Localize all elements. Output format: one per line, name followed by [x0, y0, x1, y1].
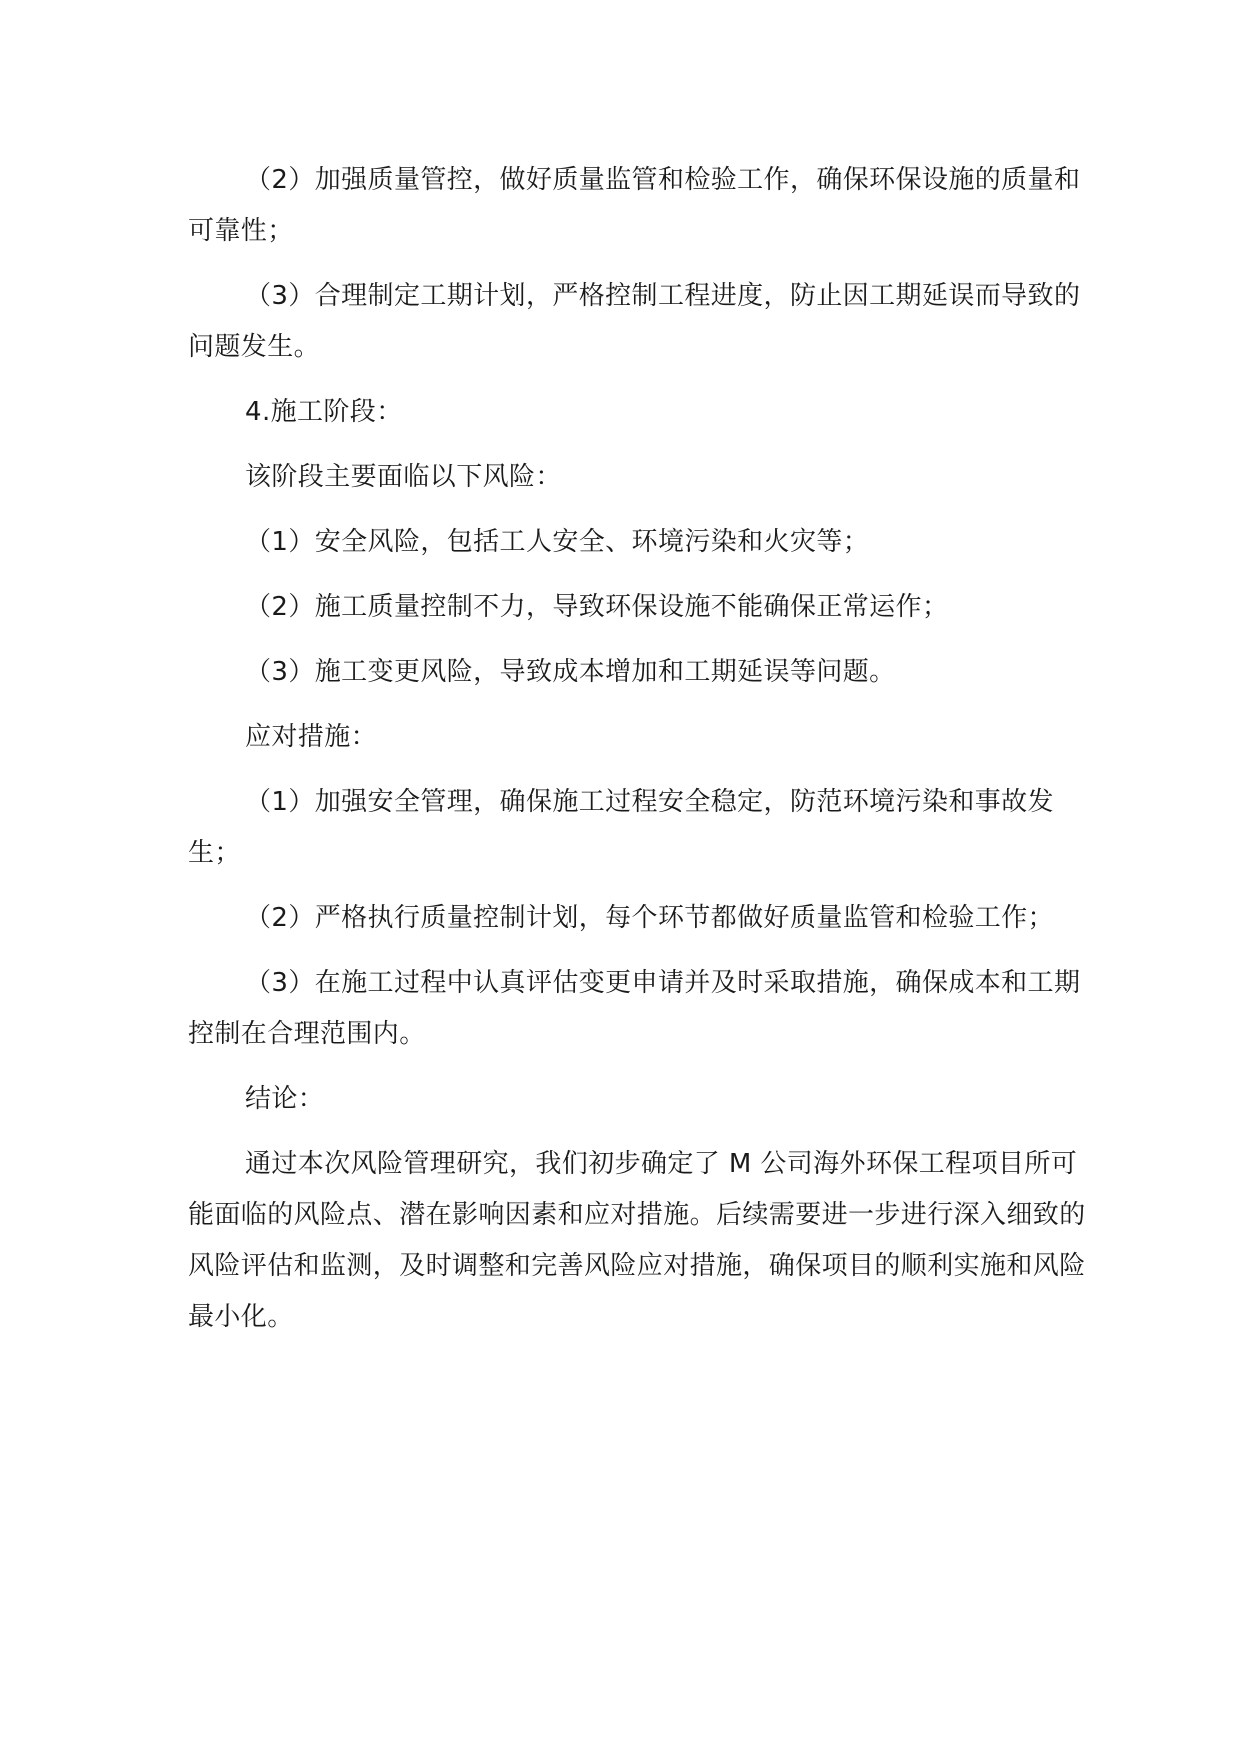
- list-item-change-risk: （3）施工变更风险，导致成本增加和工期延误等问题。: [245, 657, 896, 687]
- paragraph-quality-control: （2）加强质量管控，做好质量监管和检验工作，确保环保设施的质量和可靠性；: [188, 165, 1081, 246]
- document-body: [188, 155, 1088, 1343]
- section-heading-countermeasures: 应对措施：: [245, 722, 378, 752]
- section-heading-conclusion: 结论：: [245, 1084, 325, 1114]
- list-item-safety-risk: （1）安全风险，包括工人安全、环境污染和火灾等；: [245, 527, 870, 557]
- list-item-quality-risk: （2）施工质量控制不力，导致环保设施不能确保正常运作；: [245, 592, 949, 622]
- paragraph-schedule-plan: （3）合理制定工期计划，严格控制工程进度，防止因工期延误而导致的问题发生。: [188, 281, 1081, 362]
- list-item-change-evaluation: （3）在施工过程中认真评估变更申请并及时采取措施，确保成本和工期控制在合理范围内。: [188, 968, 1081, 1049]
- list-item-quality-plan: （2）严格执行质量控制计划，每个环节都做好质量监管和检验工作；: [245, 903, 1054, 933]
- paragraph-risks-intro: 该阶段主要面临以下风险：: [245, 462, 562, 492]
- section-heading-construction-stage: 4.施工阶段：: [245, 397, 403, 427]
- list-item-safety-management: （1）加强安全管理，确保施工过程安全稳定，防范环境污染和事故发生；: [188, 787, 1054, 868]
- paragraph-conclusion: 通过本次风险管理研究，我们初步确定了 M 公司海外环保工程项目所可能面临的风险点、潜在影响因素和应对措施。后续需要进一步进行深入细致的风险评估和监测，及时调整和完善风险应对措施，确保项目的顺利实施和风险最小化。: [188, 1149, 1086, 1332]
